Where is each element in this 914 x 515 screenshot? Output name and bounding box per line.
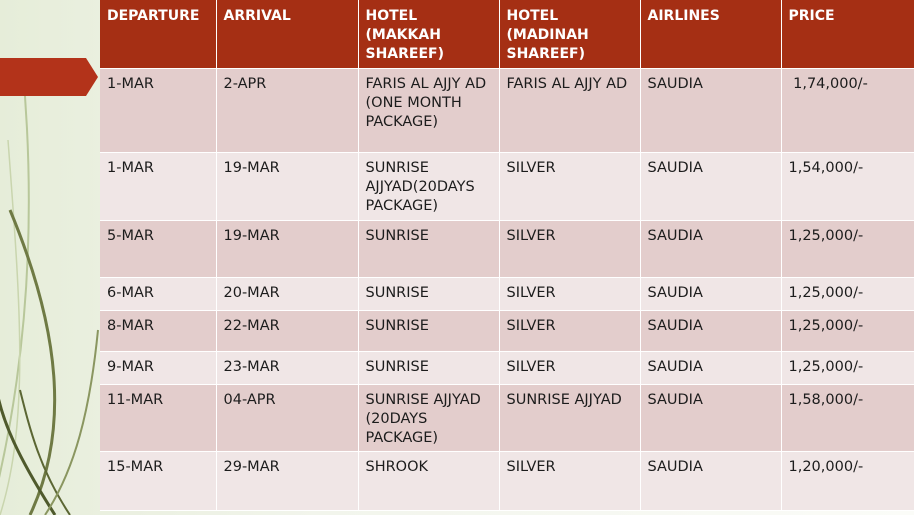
- table-row: [100, 384, 914, 451]
- cell-airlines: SAUDIA: [640, 152, 781, 220]
- cell-departure: 5-MAR: [100, 220, 216, 277]
- cell-hotel-madinah: SUNRISE AJJYAD: [499, 384, 640, 451]
- cell-arrival: 04-APR: [216, 384, 358, 451]
- cell-departure: 15-MAR: [100, 451, 216, 510]
- cell-hotel-makkah: FARIS AL AJJY AD (ONE MONTH PACKAGE): [358, 68, 499, 152]
- table-header-row: [100, 0, 914, 68]
- cell-departure: 6-MAR: [100, 277, 216, 310]
- table-row: [100, 277, 914, 310]
- cell-airlines: SAUDIA: [640, 384, 781, 451]
- table-row: [100, 310, 914, 351]
- header-arrival: ARRIVAL: [216, 0, 358, 68]
- table-row: [100, 451, 914, 510]
- cell-airlines: SAUDIA: [640, 351, 781, 384]
- cell-hotel-madinah: FARIS AL AJJY AD: [499, 68, 640, 152]
- cell-hotel-madinah: SILVER: [499, 310, 640, 351]
- cell-hotel-makkah: SUNRISE AJJYAD (20DAYS PACKAGE): [358, 384, 499, 451]
- cell-airlines: SAUDIA: [640, 277, 781, 310]
- cell-hotel-makkah: SUNRISE: [358, 277, 499, 310]
- cell-airlines: SAUDIA: [640, 68, 781, 152]
- cell-departure: 1-MAR: [100, 68, 216, 152]
- cell-arrival: 2-APR: [216, 68, 358, 152]
- cell-arrival: 20-MAR: [216, 277, 358, 310]
- cell-hotel-madinah: SILVER: [499, 351, 640, 384]
- cell-hotel-madinah: SILVER: [499, 277, 640, 310]
- cell-price: 1,25,000/-: [781, 220, 914, 277]
- header-hotel-makkah: HOTEL (MAKKAH SHAREEF): [358, 0, 499, 68]
- cell-arrival: 23-MAR: [216, 351, 358, 384]
- table-row: [100, 68, 914, 152]
- table-row: [100, 351, 914, 384]
- header-airlines: AIRLINES: [640, 0, 781, 68]
- cell-price: 1,25,000/-: [781, 351, 914, 384]
- cell-airlines: SAUDIA: [640, 220, 781, 277]
- cell-departure: 11-MAR: [100, 384, 216, 451]
- table-row: [100, 220, 914, 277]
- umrah-package-table: [100, 0, 914, 511]
- cell-price: 1,20,000/-: [781, 451, 914, 510]
- header-price: PRICE: [781, 0, 914, 68]
- cell-hotel-makkah: SUNRISE: [358, 310, 499, 351]
- cell-departure: 1-MAR: [100, 152, 216, 220]
- cell-hotel-makkah: SUNRISE: [358, 351, 499, 384]
- cell-departure: 9-MAR: [100, 351, 216, 384]
- cell-price: 1,54,000/-: [781, 152, 914, 220]
- cell-hotel-madinah: SILVER: [499, 451, 640, 510]
- table-row: [100, 152, 914, 220]
- cell-hotel-makkah: SUNRISE AJJYAD(20DAYS PACKAGE): [358, 152, 499, 220]
- cell-arrival: 22-MAR: [216, 310, 358, 351]
- cell-airlines: SAUDIA: [640, 310, 781, 351]
- cell-price: 1,74,000/-: [781, 68, 914, 152]
- cell-price: 1,25,000/-: [781, 277, 914, 310]
- cell-departure: 8-MAR: [100, 310, 216, 351]
- cell-hotel-madinah: SILVER: [499, 220, 640, 277]
- cell-hotel-madinah: SILVER: [499, 152, 640, 220]
- cell-arrival: 29-MAR: [216, 451, 358, 510]
- cell-hotel-makkah: SHROOK: [358, 451, 499, 510]
- cell-hotel-makkah: SUNRISE: [358, 220, 499, 277]
- cell-airlines: SAUDIA: [640, 451, 781, 510]
- cell-arrival: 19-MAR: [216, 220, 358, 277]
- cell-arrival: 19-MAR: [216, 152, 358, 220]
- cell-price: 1,25,000/-: [781, 310, 914, 351]
- header-departure: DEPARTURE: [100, 0, 216, 68]
- header-hotel-madinah: HOTEL (MADINAH SHAREEF): [499, 0, 640, 68]
- cell-price: 1,58,000/-: [781, 384, 914, 451]
- title-accent-banner: [0, 58, 98, 96]
